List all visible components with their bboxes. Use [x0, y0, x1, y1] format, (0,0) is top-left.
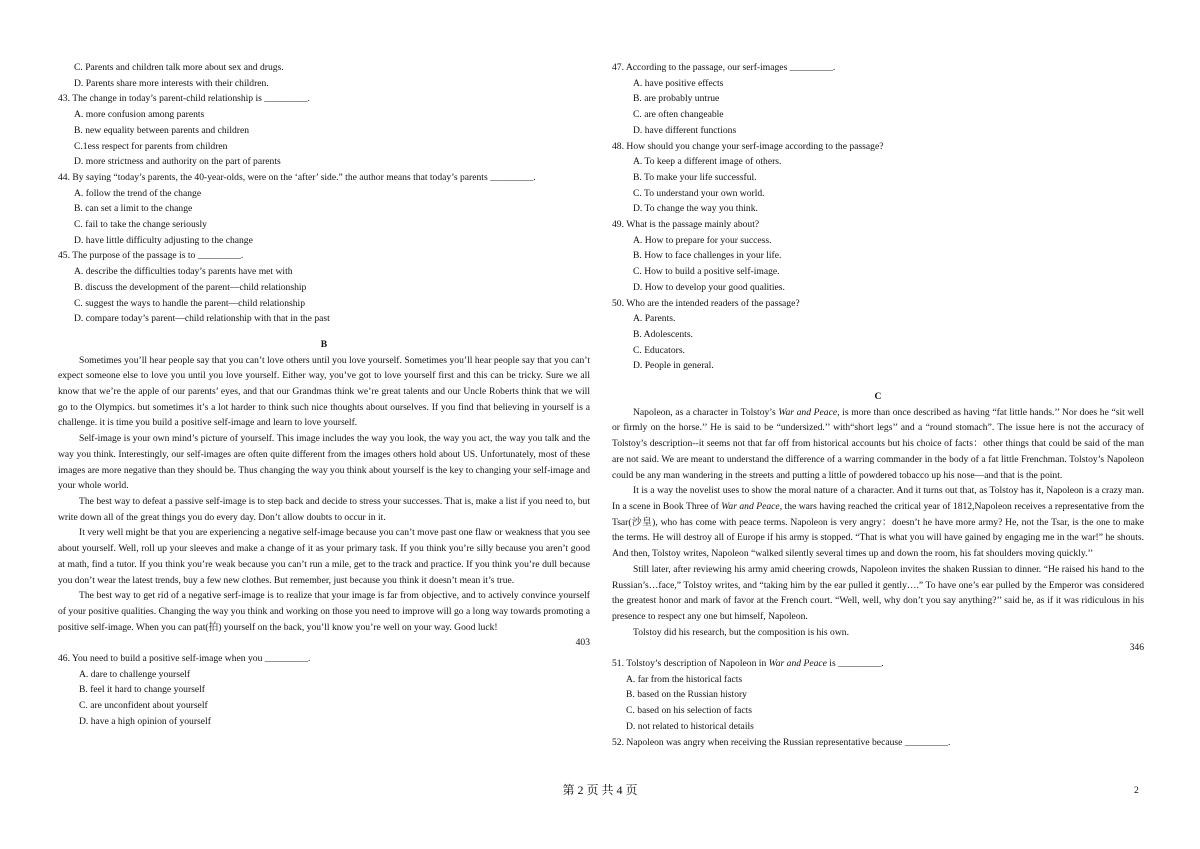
q47-option-a: A. have positive effects: [633, 77, 724, 89]
q49-option-a: A. How to prepare for your success.: [633, 234, 772, 246]
q49-option-d: D. How to develop your good qualities.: [633, 281, 785, 293]
q44-option-c: C. fail to take the change seriously: [74, 219, 207, 231]
q44-stem: 44. By saying “today’s parents, the 40-year-olds, were on the ‘after’ side.” the author means that today’s parents _________.: [58, 171, 536, 183]
section-b-paragraph-1: Sometimes you’ll hear people say that you can’t love others until you love yourself. Sometimes you’ll hear people say that you can’t expect someone else to love you until you love yourself. Either way, you’ve got to love yourself first and this can be tricky. Sure we all know that we’re the apple of our parents’ eyes, and that our Grandmas think we’re great talents and our Uncle Roberts think that we will go to the Olympics. but sometimes it’s a lot harder to think such nice thoughts about ourselves. If you find that believing in yourself is a challenge. it is time you build a positive self-image and learn to love yourself.: [58, 354, 590, 429]
q50-option-d: D. People in general.: [633, 360, 714, 372]
q51-option-b: B. based on the Russian history: [626, 689, 747, 701]
q50-option-a: A. Parents.: [633, 313, 676, 325]
q47-option-d: D. have different functions: [633, 124, 737, 136]
q48-option-a: A. To keep a different image of others.: [633, 156, 782, 168]
q48-option-d: D. To change the way you think.: [633, 203, 758, 215]
q49-stem: 49. What is the passage mainly about?: [612, 219, 760, 231]
q43-option-c: C.1ess respect for parents from children: [74, 140, 228, 152]
section-b-paragraph-2: Self-image is your own mind’s picture of yourself. This image includes the way you look, the way you act, the way you talk and the way you think. Interestingly, our self-images are often quite different from the images others hold about US. Unfortunately, most of these images are more negative than they should be. Thus changing the way you think about yourself is the key to changing your self-image and your whole world.: [58, 433, 590, 492]
q43-option-d: D. more strictness and authority on the part of parents: [74, 156, 281, 168]
q47-option-b: B. are probably untrue: [633, 93, 720, 105]
section-c-paragraph-3: Still later, after reviewing his army amid cheering crowds, Napoleon invites the shaken Russian to dinner. “He raised his hand to the Russian’s…face,” Tolstoy writes, and “taking him by the ear pulled it gently….” To have one’s ear pulled by the Emperor was considered the greatest honor and mark of favor at the French court. “Well, well, why don’t you say anything?’’ said he, as if it was ridiculous in his presence to respect any one but himself, Napoleon.: [612, 563, 1144, 622]
q45-option-a: A. describe the difficulties today’s parents have met with: [74, 266, 293, 278]
q50-option-c: C. Educators.: [633, 344, 685, 356]
section-b-paragraph-5: The best way to get rid of a negative serf-image is to realize that your image is far from objective, and to actively convince yourself of your positive qualities. Changing the way you think and working on those you need to improve will go a long way towards promoting a positive self-image. When you can pat(拍) yourself on the back, you’ll know you’re well on your way. Good luck!: [58, 590, 590, 633]
section-b-paragraph-4: It very well might be that you are experiencing a negative self-image because you can’t move past one flaw or weakness that you see about yourself. Well, roll up your sleeves and make a change of it as your primary task. If you think you’re silly because you aren’t good at math, find a tutor. If you think you’re weak because you can’t run a mile, get to the track and practice. If you think you’re dull because you don’t wear the latest trends, buy a few new clothes. But remember, just because you think it doesn’t mean it’s true.: [58, 527, 590, 586]
q48-stem: 48. How should you change your serf-image according to the passage?: [612, 140, 884, 152]
q44-option-b: B. can set a limit to the change: [74, 203, 193, 215]
section-c-paragraph-2: It is a way the novelist uses to show the moral nature of a character. And it turns out that, as Tolstoy has it, Napoleon is a crazy man. In a scene in Book Three of War and Peace, the wars having reached the critical year of 1812,Napoleon receives a representative from the Tsar(沙皇), who has come with peace terms. Napoleon is very angry：doesn’t he have more army? He, not the Tsar, is the one to make the terms. He will destroy all of Europe if his army is stopped. “That is what you will have gained by engaging me in the war!” he shouts. And then, Tolstoy writes, Napoleon “walked silently several times up and down the room, his fat shoulders moving quickly.’’: [612, 485, 1144, 560]
q50-stem: 50. Who are the intended readers of the passage?: [612, 297, 800, 309]
section-c-paragraph-1: Napoleon, as a character in Tolstoy’s War and Peace, is more than once described as having “fat little hands.’’ Nor does he “sit well or firmly on the horse.’’ He is said to be “undersized.’’ with“short legs’’ and a “round stomach”. The issue here is not the accuracy of Tolstoy’s description--it seems not that far off from historical accounts but his choice of facts：other things that could be said of the man are not said. We are meant to understand the difference of a warring commander in the body of a fat little Frenchman. Tolstoy’s Napoleon could be any man wandering in the streets and putting a little of powdered tobacco up his nose—and that is the point.: [612, 406, 1145, 481]
q42-option-d: D. Parents share more interests with their children.: [74, 77, 269, 89]
section-c-word-count: 346: [1129, 642, 1144, 654]
q45-option-d: D. compare today’s parent—child relationship with that in the past: [74, 313, 330, 325]
q48-option-c: C. To understand your own world.: [633, 187, 765, 199]
q42-option-c: C. Parents and children talk more about sex and drugs.: [74, 62, 284, 73]
page-footer-label: 第 2 页 共 4 页: [562, 783, 638, 797]
q43-stem: 43. The change in today’s parent-child relationship is _________.: [58, 93, 310, 105]
q51-option-d: D. not related to historical details: [626, 720, 754, 732]
section-c-paragraph-4: Tolstoy did his research, but the composition is his own.: [633, 626, 849, 638]
book-title: War and Peace: [768, 658, 827, 670]
q48-option-b: B. To make your life successful.: [633, 171, 757, 183]
q51-option-c: C. based on his selection of facts: [626, 705, 753, 717]
q46-stem: 46. You need to build a positive self-image when you _________.: [58, 653, 311, 665]
q45-stem: 45. The purpose of the passage is to _________.: [58, 250, 244, 262]
q43-option-b: B. new equality between parents and children: [74, 124, 250, 136]
book-title: War and Peace: [778, 406, 838, 418]
q49-option-b: B. How to face challenges in your life.: [633, 250, 782, 262]
section-b-heading: B: [320, 338, 328, 350]
q44-option-a: A. follow the trend of the change: [74, 187, 202, 199]
q46-option-b: B. feel it hard to change yourself: [79, 684, 206, 696]
section-c-heading: C: [874, 391, 882, 403]
right-column: [612, 60, 1144, 750]
q47-stem: 47. According to the passage, our serf-images _________.: [612, 62, 836, 73]
q45-option-c: C. suggest the ways to handle the parent—child relationship: [74, 297, 305, 309]
q49-option-c: C. How to build a positive self-image.: [633, 266, 780, 278]
q46-option-a: A. dare to challenge yourself: [79, 668, 191, 680]
q44-option-d: D. have little difficulty adjusting to the change: [74, 234, 253, 246]
section-b-word-count: 403: [575, 637, 590, 649]
q51-stem: 51. Tolstoy’s description of Napoleon in War and Peace is _________.: [612, 658, 884, 670]
q51-option-a: A. far from the historical facts: [626, 673, 743, 685]
section-b-paragraph-3: The best way to defeat a passive self-image is to step back and decide to stress your successes. That is, make a list if you need to, but write down all of the great things you do every day. Don’t allow doubts to occur in it.: [58, 495, 590, 523]
q47-option-c: C. are often changeable: [633, 109, 724, 121]
q46-option-d: D. have a high opinion of yourself: [79, 715, 211, 727]
q45-option-b: B. discuss the development of the parent—child relationship: [74, 281, 307, 293]
left-column: [58, 60, 590, 730]
page-number: 2: [1134, 785, 1139, 796]
q46-option-c: C. are unconfident about yourself: [79, 700, 208, 712]
q50-option-b: B. Adolescents.: [633, 328, 693, 340]
book-title: War and Peace: [721, 500, 780, 512]
q52-stem: 52. Napoleon was angry when receiving the Russian representative because _________.: [612, 736, 951, 748]
q43-option-a: A. more confusion among parents: [74, 109, 205, 121]
